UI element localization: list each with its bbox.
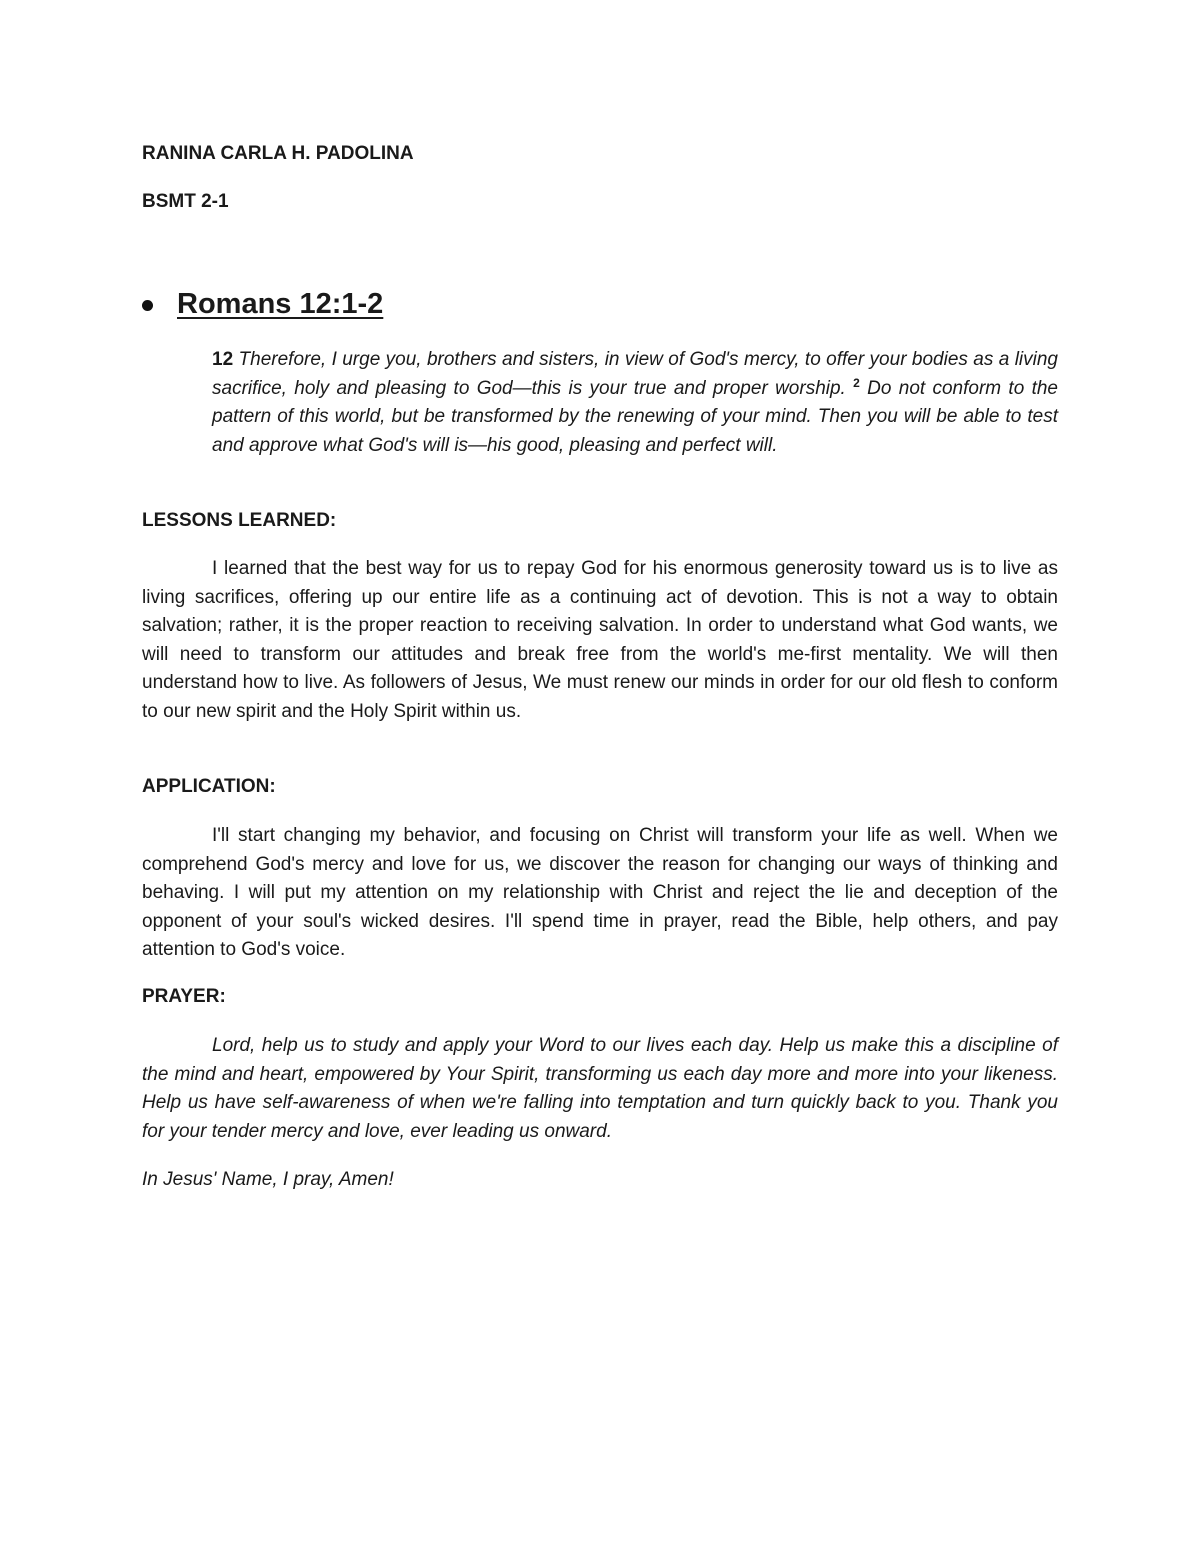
verse-text <box>212 346 1058 460</box>
lessons-heading: LESSONS LEARNED: <box>142 510 337 531</box>
prayer-closing: In Jesus' Name, I pray, Amen! <box>142 1169 394 1190</box>
application-heading: APPLICATION: <box>142 776 276 797</box>
verse-heading <box>142 284 383 324</box>
verse-number-superscript: 2 <box>853 375 860 390</box>
verse-2-text: Do not conform to the pattern of this world, but be transformed by the renewing of your mind. Then you will be able to test and approve what God's will is—his good, pleasing and perfect will. <box>212 377 1058 456</box>
prayer-paragraph: Lord, help us to study and apply your Word to our lives each day. Help us make this a discipline of the mind and heart, empowered by Your Spirit, transforming us each day more and more into your likeness. Help us have self-awareness of when we're falling into temptation and turn quickly back to you. Thank you for your tender mercy and love, ever leading us onward. <box>142 1035 1058 1142</box>
prayer-heading: PRAYER: <box>142 986 226 1007</box>
verse-1-text: Therefore, I urge you, brothers and sisters, in view of God's mercy, to offer your bodies as a living sacrifice, holy and pleasing to God—this is your true and proper worship. <box>212 349 1058 399</box>
bullet-icon <box>142 300 153 311</box>
lessons-paragraph: I learned that the best way for us to repay God for his enormous generosity toward us is to live as living sacrifices, offering up our entire life as a continuing act of devotion. This is not a way to obtain salvation; rather, it is the proper reaction to receiving salvation. In order to understand what God wants, we will need to transform our attitudes and break free from the world's me-first mentality. We will then understand how to live. As followers of Jesus, We must renew our minds in order for our old flesh to conform to our new spirit and the Holy Spirit within us. <box>142 558 1058 722</box>
verse-reference: Romans 12:1-2 <box>177 287 384 320</box>
class-section: BSMT 2-1 <box>142 191 229 212</box>
application-paragraph: I'll start changing my behavior, and focusing on Christ will transform your life as well. When we comprehend God's mercy and love for us, we discover the reason for changing our ways of thinking and behaving. I will put my attention on my relationship with Christ and reject the lie and deception of the opponent of your soul's wicked desires. I'll spend time in prayer, read the Bible, help others, and pay attention to God's voice. <box>142 825 1058 960</box>
verse-number: 12 <box>212 349 234 370</box>
author-name: RANINA CARLA H. PADOLINA <box>142 143 414 164</box>
